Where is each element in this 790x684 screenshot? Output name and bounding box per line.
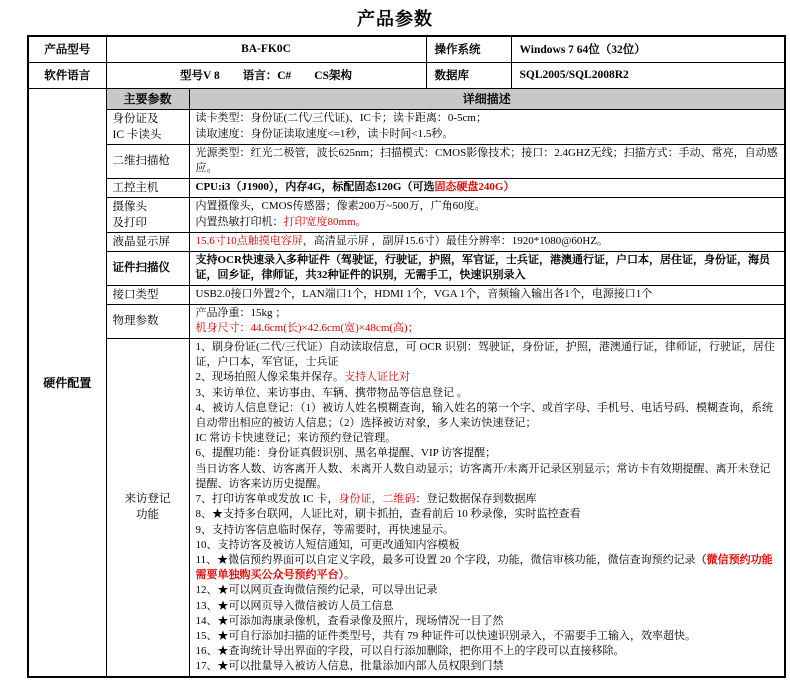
spec-row-id-card-reader	[28, 109, 785, 144]
content-line	[196, 340, 779, 370]
text-segment: 内置热敏打印机：	[195, 215, 284, 228]
content-line	[196, 234, 779, 250]
text-segment: 14、★可添加海康录像机，查看录像及照片，现场情况一目了然	[195, 614, 504, 627]
os-label: 操作系统	[426, 36, 511, 62]
param-label-lcd-screen: 液晶显示屏	[106, 232, 189, 251]
param-content-industrial-pc	[189, 178, 785, 197]
param-content-visitor-registration	[189, 339, 785, 677]
text-segment: IC 常访卡快速登记；来访预约登记管理。	[195, 432, 397, 445]
spec-row-camera-printer	[28, 197, 785, 232]
text-segment: 。	[344, 569, 355, 582]
param-content-cert-scanner	[189, 251, 785, 285]
content-line	[196, 538, 779, 553]
text-segment: 9、支持访客信息临时保存，等需要时，再快速显示。	[195, 523, 454, 536]
param-label-qr-scanner: 二维扫描枪	[106, 144, 189, 178]
content-line	[196, 492, 779, 507]
detail-desc-header: 详细描述	[189, 88, 785, 109]
text-segment: 高清显示屏 ，副屏15.6寸）最佳分辨率：1920*1080@60HZ。	[313, 234, 609, 247]
param-label-id-card-reader: 身份证及 IC 卡读头	[106, 109, 189, 144]
spec-row-physical-params	[28, 304, 785, 338]
content-line	[196, 253, 779, 284]
row-param-header	[28, 88, 785, 109]
param-content-physical-params	[189, 304, 785, 338]
content-line	[196, 146, 779, 177]
param-label-visitor-registration: 来访登记 功能	[106, 339, 189, 677]
spec-table	[27, 35, 786, 678]
content-line	[196, 287, 779, 303]
highlight-text: 15.6寸10点触摸电容屏，	[195, 234, 314, 247]
param-label-camera-printer: 摄像头 及打印	[106, 197, 189, 232]
text-segment: 17、★可以批量导入被访人信息，批量添加内部人员权限到门禁	[195, 660, 504, 673]
text-segment: CPU:i3（J1900），内存4G，标配固态120G（可选	[195, 180, 435, 193]
text-segment: 1、刷身份证(二代/三代证）自动读取信息，可 OCR 识别：驾驶证，身份证，护照，港澳通行证，律师证，行驶证，居住证，户口本，军官证，士兵证	[195, 341, 775, 369]
param-label-physical-params: 物理参数	[106, 304, 189, 338]
row-software-language	[28, 62, 785, 88]
row-product-model	[28, 36, 785, 62]
text-segment: 13、★可以网页导入微信被访人员工信息	[195, 599, 394, 612]
spec-row-qr-scanner	[28, 144, 785, 178]
param-content-id-card-reader	[189, 109, 785, 144]
param-label-industrial-pc: 工控主机	[106, 178, 189, 197]
page-title: 产品参数	[357, 9, 433, 29]
highlight-text: 机身尺寸：44.6cm(长)×42.6cm(宽)×48cm(高)；	[195, 322, 419, 335]
text-segment: 产品净重：15kg ；	[195, 306, 287, 319]
text-segment: 15、★可自行添加扫描的证件类型号，共有 79 种证件可以快速识别录入，不需要手工输入，效率超快。	[195, 629, 696, 642]
text-segment: 4、被访人信息登记：（1）被访人姓名模糊查询，输入姓名的第一个字、或首字母、手机号、电话号码、模糊查询，系统自动带出相应的被访人信息；（2）选择被访对象，多人来访快速登记；	[195, 401, 773, 430]
content-line	[196, 629, 779, 644]
text-segment: 7、打印访客单或发放 IC 卡，	[195, 493, 339, 506]
content-line	[196, 446, 779, 461]
database-value: SQL2005/SQL2008R2	[511, 62, 785, 88]
content-line	[196, 111, 779, 127]
text-segment: 2、现场拍照人像采集并保存。	[195, 371, 344, 384]
highlight-text: 身份证，二维码	[338, 493, 416, 506]
product-model-value: BA-FK0C	[106, 36, 426, 62]
highlight-text: 固态硬盘240G）	[434, 180, 515, 193]
text-segment: 10、支持访客及被访人短信通知，可更改通知内容模板	[195, 538, 460, 551]
os-value: Windows 7 64位（32位）	[511, 36, 785, 62]
text-segment: 8、★支持多台联网，人证比对，刷卡抓拍，查看前后 10 秒录像，实时监控查看	[195, 508, 581, 521]
content-line	[196, 614, 779, 629]
param-content-lcd-screen	[189, 232, 785, 251]
product-model-label: 产品型号	[28, 36, 106, 62]
content-line	[196, 507, 779, 522]
software-language-label: 软件语言	[28, 62, 106, 88]
param-content-qr-scanner	[189, 144, 785, 178]
software-language-value: 型号V 8 语言：C# CS架构	[106, 62, 426, 88]
hardware-config-label: 硬件配置	[28, 88, 106, 677]
text-segment: USB2.0接口外置2个，LAN端口1个，HDMI 1个，VGA 1个，音频输入输出各1个，电源接口1个	[195, 288, 653, 301]
content-line	[196, 199, 779, 215]
param-content-camera-printer	[189, 197, 785, 232]
content-line	[196, 370, 779, 385]
spec-sheet-page	[0, 5, 790, 684]
text-segment: 内置摄像头，CMOS传感器；像素200万~500万，广角60度。	[195, 200, 486, 213]
param-label-interface-type: 接口类型	[106, 285, 189, 304]
text-segment: 支持OCR快速录入多种证件（驾驶证，行驶证，护照，军官证，士兵证，港澳通行证，户口本，居住证，身份证，海员证，回乡证，律师证，共32种证件的识别，无需手工，快速识别录入	[195, 253, 770, 282]
content-line	[196, 523, 779, 538]
text-segment: 3、来访单位、来访事由、车辆、携带物品等信息登记 。	[195, 386, 468, 399]
spec-row-cert-scanner	[28, 251, 785, 285]
spec-row-interface-type	[28, 285, 785, 304]
spec-row-visitor-registration	[28, 339, 785, 677]
content-line	[196, 180, 779, 196]
main-params-header: 主要参数	[106, 88, 189, 109]
content-line	[196, 401, 779, 431]
text-segment: 光源类型：红光二极管，波长625nm；扫描模式：CMOS影像技术；接口：2.4GHZ无线；扫描方式：手动、常亮，自动感应。	[195, 146, 778, 175]
text-segment: 读取速度：身份证读取速度<=1秒，读卡时间<1.5秒。	[195, 127, 454, 140]
highlight-text: （微信预约功能需要单独购买公众号预约平台）	[195, 553, 773, 582]
param-label-cert-scanner: 证件扫描仪	[106, 251, 189, 285]
content-line	[196, 599, 779, 614]
param-content-interface-type	[189, 285, 785, 304]
content-line	[196, 583, 779, 598]
text-segment: 16、★查询统计导出界面的字段，可以自行添加删除，把你用不上的字段可以直接移除。	[195, 645, 625, 658]
highlight-text: 打印宽度80mm。	[283, 215, 367, 228]
text-segment: ：登记数据保存到数据库	[415, 493, 537, 506]
text-segment: 12、★可以网页查询微信预约记录，可以导出记录	[195, 584, 438, 597]
content-line	[196, 321, 779, 337]
content-line	[196, 306, 779, 322]
spec-row-lcd-screen	[28, 232, 785, 251]
content-line	[196, 127, 779, 143]
content-line	[196, 659, 779, 674]
content-line	[196, 386, 779, 401]
content-line	[196, 553, 779, 583]
spec-row-industrial-pc	[28, 178, 785, 197]
content-line	[196, 431, 779, 446]
text-segment: 读卡类型：身份证(二代/三代证)、IC卡；读卡距离：0-5cm；	[195, 111, 487, 124]
text-segment: 当日访客人数、访客离开人数、未离开人数自动显示；访客离开/未离开记录区别显示；常访卡有效期提醒、离开未登记提醒、访客来访历史提醒。	[195, 462, 771, 490]
database-label: 数据库	[426, 62, 511, 88]
text-segment: 11、★微信预约界面可以自定义字段，最多可设置 20 个字段，功能，微信审核功能，微信查询预约记录	[195, 553, 696, 566]
content-line	[196, 462, 779, 492]
text-segment: 6、提醒功能：身份证真假识别、黑名单提醒、VIP 访客提醒；	[195, 447, 497, 460]
highlight-text: 支持人证比对	[344, 371, 410, 384]
content-line	[196, 644, 779, 659]
content-line	[196, 215, 779, 231]
